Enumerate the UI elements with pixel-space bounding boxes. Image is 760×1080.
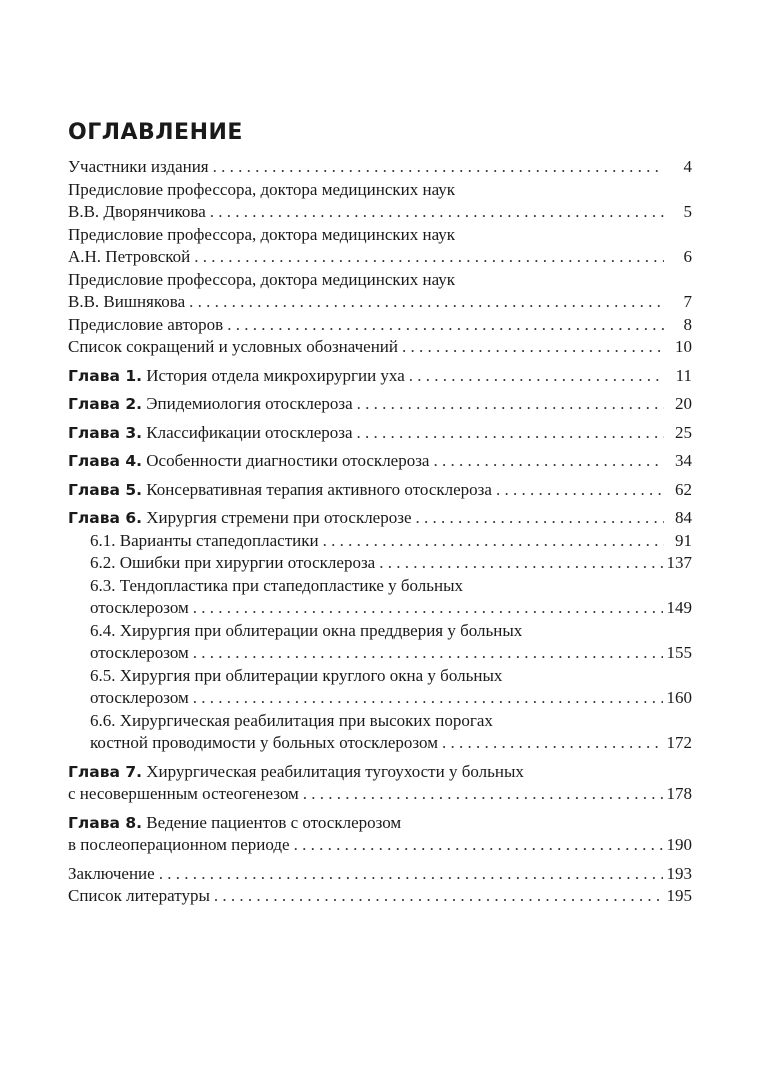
page-number: 178 — [666, 784, 692, 803]
toc-chapter-6[interactable] — [68, 507, 692, 530]
toc-chapter-4[interactable] — [68, 450, 692, 473]
section-title: 6.5. Хирургия при облитерации круглого окна у больных — [90, 665, 503, 685]
chapter-title: Хирургическая реабилитация тугоухости у больных — [146, 761, 524, 781]
section-title: 6.2. Ошибки при хирургии отосклероза — [90, 553, 376, 572]
toc-entry-abbreviations[interactable] — [68, 336, 692, 359]
page-number: 34 — [675, 451, 692, 470]
entry-title: Список сокращений и условных обозначений — [68, 337, 399, 356]
toc-entry-references[interactable] — [68, 885, 692, 908]
section-title: 6.1. Варианты стапедопластики — [90, 530, 319, 550]
toc-entry-preface-petrovskaya[interactable] — [68, 224, 692, 269]
page-number: 195 — [666, 886, 692, 905]
page-number: 155 — [666, 643, 692, 662]
toc-section-6-5[interactable] — [68, 665, 692, 710]
page-number: 137 — [666, 553, 692, 572]
entry-title: Список литературы — [68, 886, 210, 905]
chapter-title-cont: с несовершенным остеогенезом — [68, 784, 299, 803]
chapter-title: Эпидемиология отосклероза — [146, 394, 353, 413]
entry-title-cont: В.В. Вишнякова — [68, 292, 186, 311]
section-title-cont: отосклерозом — [90, 643, 189, 662]
entry-title-cont: А.Н. Петровской — [68, 247, 191, 266]
chapter-title: История отдела микрохирургии уха — [146, 365, 405, 385]
section-title: 6.3. Тендопластика при стапедопластике у больных — [90, 575, 464, 595]
toc-list — [68, 156, 692, 908]
toc-section-6-4[interactable] — [68, 620, 692, 665]
toc-chapter-3[interactable] — [68, 422, 692, 445]
toc-entry-preface-vishnyakov[interactable] — [68, 269, 692, 314]
chapter-title: Консервативная терапия активного отосклероза — [146, 479, 492, 499]
page-number: 7 — [683, 292, 692, 311]
toc-chapter-1[interactable] — [68, 365, 692, 388]
toc-chapter-2[interactable] — [68, 393, 692, 416]
chapter-label: Глава 3. — [68, 423, 143, 442]
page-number: 20 — [675, 394, 692, 413]
toc-section-6-3[interactable] — [68, 575, 692, 620]
toc-entry-contributors[interactable] — [68, 156, 692, 179]
page-number: 5 — [683, 202, 692, 221]
page-number: 160 — [666, 688, 692, 707]
page-number: 193 — [666, 863, 692, 883]
page-number: 10 — [675, 337, 692, 356]
chapter-title: Хирургия стремени при отосклерозе — [146, 508, 412, 527]
entry-title: Участники издания — [68, 157, 209, 176]
entry-title: Предисловие профессора, доктора медицинских наук — [68, 224, 456, 244]
section-title: 6.6. Хирургическая реабилитация при высоких порогах — [90, 710, 493, 730]
chapter-title: Классификации отосклероза — [146, 422, 353, 442]
chapter-label: Глава 5. — [68, 480, 143, 499]
chapter-label: Глава 6. — [68, 509, 143, 527]
toc-section-6-6[interactable] — [68, 710, 692, 755]
section-title-cont: отосклерозом — [90, 688, 189, 707]
chapter-title-cont: в послеоперационном периоде — [68, 835, 290, 854]
entry-title: Предисловие профессора, доктора медицинских наук — [68, 179, 456, 199]
toc-section-6-1[interactable] — [68, 530, 692, 553]
toc-entry-preface-dvoryanchikov[interactable] — [68, 179, 692, 224]
page-number: 190 — [666, 835, 692, 854]
page-number: 25 — [675, 422, 692, 442]
page-number: 149 — [666, 598, 692, 617]
chapter-title: Ведение пациентов с отосклерозом — [146, 812, 402, 832]
toc-entry-conclusion[interactable] — [68, 863, 692, 886]
chapter-label: Глава 1. — [68, 366, 143, 385]
section-title-cont: костной проводимости у больных отосклерозом — [90, 733, 438, 752]
toc-entry-authors-preface[interactable] — [68, 314, 692, 337]
page-number: 4 — [683, 157, 692, 176]
toc-chapter-7[interactable] — [68, 761, 692, 806]
chapter-label: Глава 7. — [68, 762, 143, 781]
page-number: 91 — [675, 530, 692, 550]
page-number: 62 — [675, 479, 692, 499]
section-title-cont: отосклерозом — [90, 598, 189, 617]
toc-chapter-5[interactable] — [68, 479, 692, 502]
entry-title: Предисловие профессора, доктора медицинских наук — [68, 269, 456, 289]
page-number: 172 — [666, 733, 692, 752]
chapter-label: Глава 2. — [68, 395, 143, 413]
page-number: 6 — [683, 247, 692, 266]
toc-section-6-2[interactable] — [68, 552, 692, 575]
page-number: 84 — [675, 508, 692, 527]
chapter-title: Особенности диагностики отосклероза — [146, 451, 430, 470]
section-title: 6.4. Хирургия при облитерации окна преддверия у больных — [90, 620, 523, 640]
entry-title: Предисловие авторов — [68, 314, 224, 334]
chapter-label: Глава 8. — [68, 813, 143, 832]
toc-chapter-8[interactable] — [68, 812, 692, 857]
chapter-label: Глава 4. — [68, 452, 143, 470]
page-number: 11 — [675, 365, 692, 385]
entry-title: Заключение — [68, 863, 155, 883]
page-number: 8 — [683, 314, 692, 334]
entry-title-cont: В.В. Дворянчикова — [68, 202, 206, 221]
toc-heading: ОГЛАВЛЕНИЕ — [68, 120, 243, 145]
